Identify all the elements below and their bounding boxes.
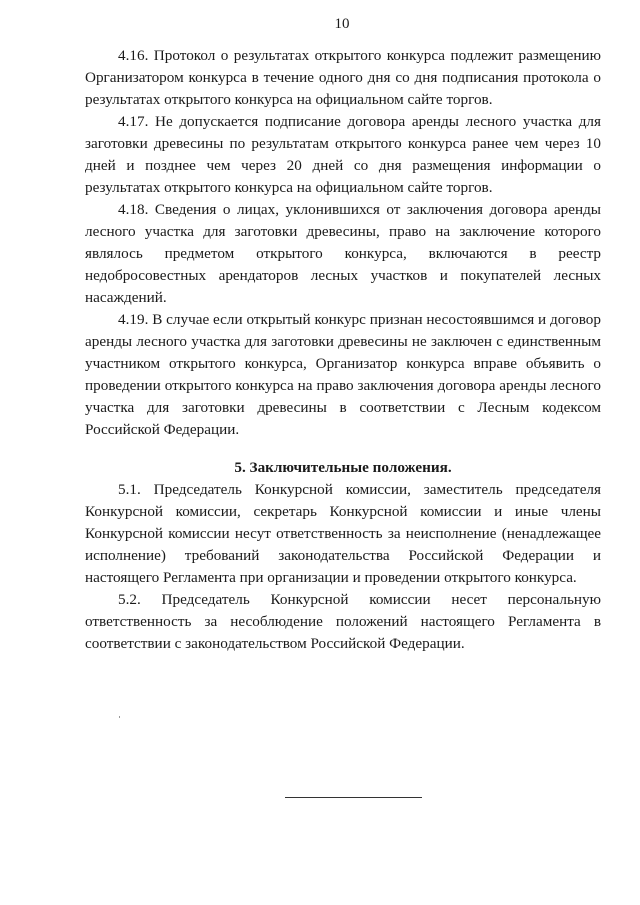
paragraph-4-18: 4.18. Сведения о лицах, уклонившихся от заключения договора аренды лесного участка для заготовки древесины, право на заключение которого являлось предметом открытого конкурса, включаются в реестр недобросовестных арендаторов лесных участков и покупателей лесных насаждений. bbox=[85, 201, 601, 306]
section-5-title: 5. Заключительные положения. bbox=[234, 459, 452, 476]
paragraph-5-1: 5.1. Председатель Конкурсной комиссии, заместитель председателя Конкурсной комиссии, секретарь Конкурсной комиссии и иные члены Конкурсной комиссии несут ответственность за неисполнение (ненадлежащее исполнение) требований законодательства Российской Федерации и настоящего Регламента при организации и проведении открытого конкурса. bbox=[85, 481, 601, 586]
end-rule bbox=[285, 797, 422, 798]
document-body bbox=[85, 45, 601, 655]
paragraph-5-2: 5.2. Председатель Конкурсной комиссии несет персональную ответственность за несоблюдение положений настоящего Регламента в соответствии с законодательством Российской Федерации. bbox=[85, 591, 601, 652]
paragraph-4-17: 4.17. Не допускается подписание договора аренды лесного участка для заготовки древесины по результатам открытого конкурса ранее чем через 10 дней и позднее чем через 20 дней со дня размещения информации о результатах открытого конкурса на официальном сайте торгов. bbox=[85, 113, 601, 196]
page-number: 10 bbox=[334, 16, 350, 32]
paragraph-4-19: 4.19. В случае если открытый конкурс признан несостоявшимся и договор аренды лесного участка для заготовки древесины не заключен с единственным участником открытого конкурса, Организатор конкурса вправе объявить о проведении открытого конкурса на право заключения договора аренды лесного участка для заготовки древесины в соответствии с Лесным кодексом Российской Федерации. bbox=[85, 311, 601, 438]
scan-speck bbox=[119, 716, 120, 718]
paragraph-4-16: 4.16. Протокол о результатах открытого конкурса подлежит размещению Организатором конкурса в течение одного дня со дня подписания протокола о результатах открытого конкурса на официальном сайте торгов. bbox=[85, 47, 601, 108]
